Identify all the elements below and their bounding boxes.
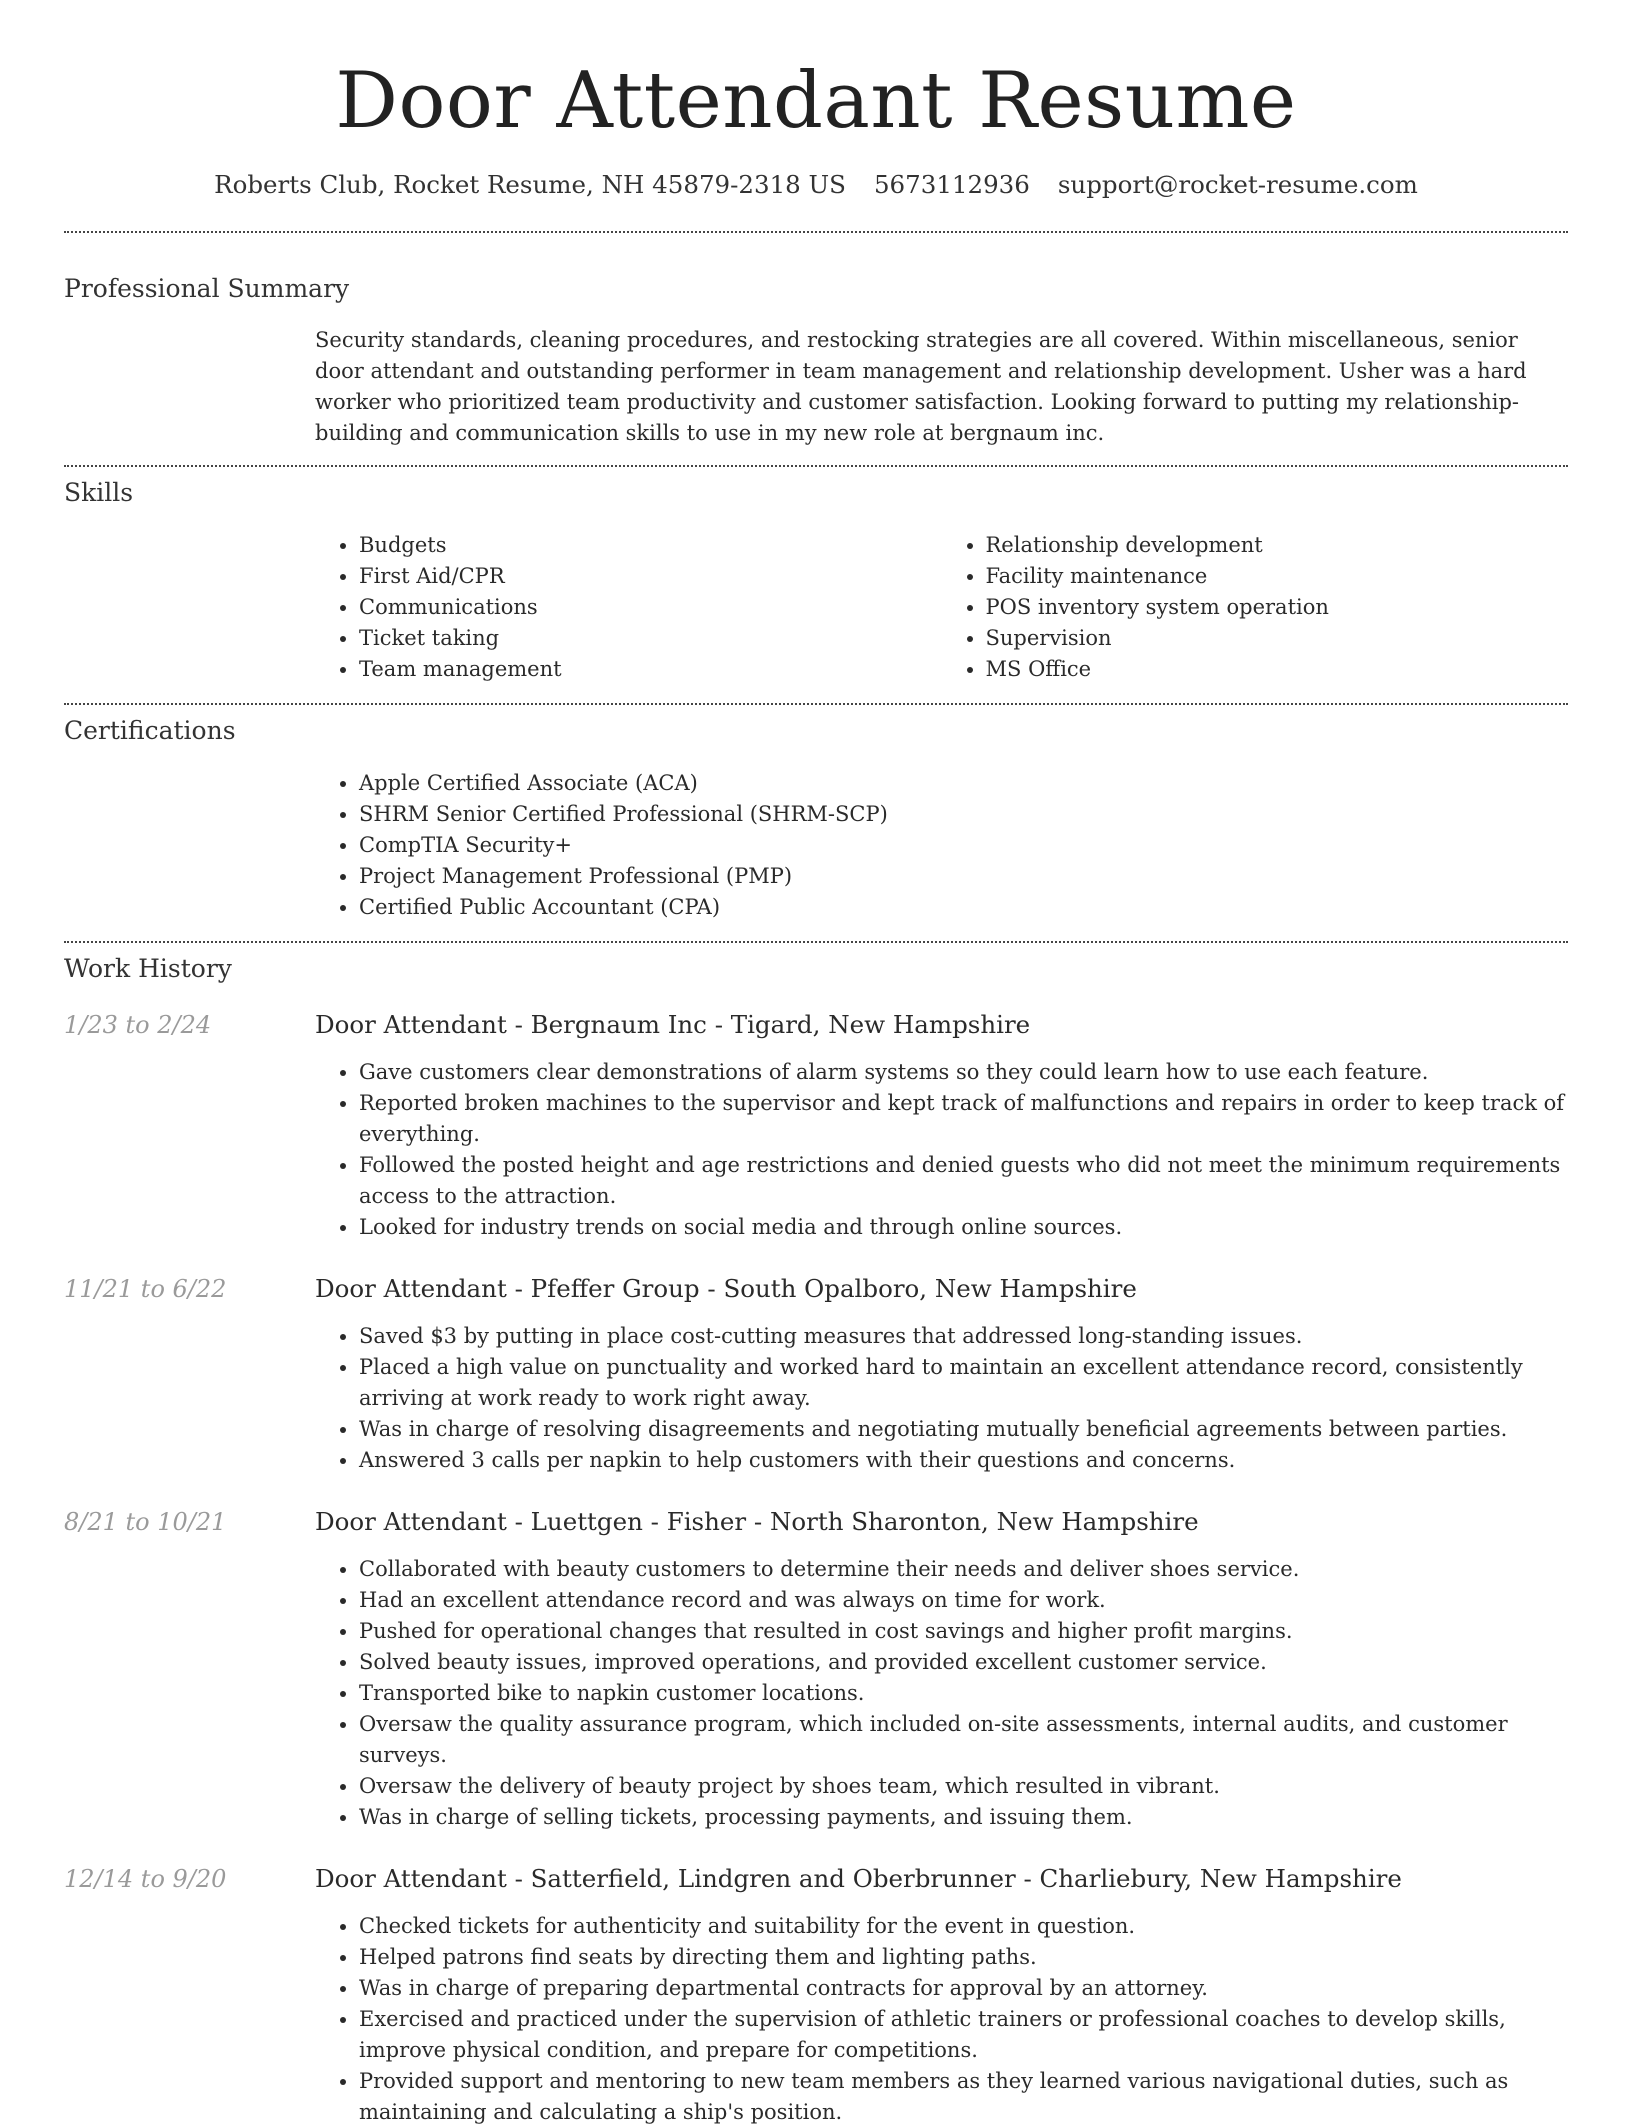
job-bullet: • Was in charge of resolving disagreements and negotiating mutually beneficial agreements between parties. <box>359 1414 1568 1445</box>
skill-item: • Communications <box>359 592 942 623</box>
job-bullet: • Exercised and practiced under the supervision of athletic trainers or professional coaches to develop skills, improve physical condition, and prepare for competitions. <box>359 2004 1568 2066</box>
skill-item: • Ticket taking <box>359 623 942 654</box>
skills-list-right <box>942 530 1569 685</box>
job-date: 1/23 to 2/24 <box>64 1011 212 1039</box>
job-bullet: • Reported broken machines to the supervisor and kept track of malfunctions and repairs in order to keep track of everything. <box>359 1088 1568 1150</box>
job-title: Door Attendant - Bergnaum Inc - Tigard, New Hampshire <box>315 1010 1031 1039</box>
job-title: Door Attendant - Luettgen - Fisher - North Sharonton, New Hampshire <box>315 1507 1199 1536</box>
job-bullet: • Followed the posted height and age restrictions and denied guests who did not meet the minimum requirements access to the attraction. <box>359 1150 1568 1212</box>
section-title-certifications: Certifications <box>64 716 236 745</box>
certifications-list <box>315 768 1568 923</box>
skill-item: • MS Office <box>986 654 1569 685</box>
job-bullet: • Was in charge of preparing departmental contracts for approval by an attorney. <box>359 1973 1568 2004</box>
job-bullet: • Pushed for operational changes that resulted in cost savings and higher profit margins. <box>359 1616 1568 1647</box>
skill-item: • Team management <box>359 654 942 685</box>
job-title: Door Attendant - Satterfield, Lindgren and Oberbrunner - Charliebury, New Hampshire <box>315 1864 1402 1893</box>
skill-item: • Budgets <box>359 530 942 561</box>
summary-text: Security standards, cleaning procedures, and restocking strategies are all covered. Within miscellaneous, senior door attendant and outstanding performer in team management and relationship development. Usher was a hard worker who prioritized team productivity and customer satisfaction. Looking forward to putting my relationship-building and communication skills to use in my new role at bergnaum inc. <box>315 328 1527 445</box>
resume-page <box>64 0 1568 2128</box>
certification-item: • CompTIA Security+ <box>359 830 1568 861</box>
job-bullet: • Solved beauty issues, improved operations, and provided excellent customer service. <box>359 1647 1568 1678</box>
job-bullet: • Gave customers clear demonstrations of alarm systems so they could learn how to use each feature. <box>359 1057 1568 1088</box>
job-bullet: • Was in charge of selling tickets, processing payments, and issuing them. <box>359 1802 1568 1833</box>
job-entry <box>64 1506 1568 1833</box>
certification-item: • Certified Public Accountant (CPA) <box>359 892 1568 923</box>
job-bullet: • Looked for industry trends on social media and through online sources. <box>359 1212 1568 1243</box>
job-date: 8/21 to 10/21 <box>64 1508 227 1536</box>
job-bullet: • Answered 3 calls per napkin to help customers with their questions and concerns. <box>359 1445 1568 1476</box>
job-entry <box>64 1863 1568 2128</box>
job-bullet: • Collaborated with beauty customers to determine their needs and deliver shoes service. <box>359 1554 1568 1585</box>
skill-item: • Supervision <box>986 623 1569 654</box>
job-bullet: • Checked tickets for authenticity and suitability for the event in question. <box>359 1911 1568 1942</box>
skill-item: • POS inventory system operation <box>986 592 1569 623</box>
section-title-work-history: Work History <box>64 954 232 983</box>
job-bullet: • Provided support and mentoring to new team members as they learned various navigational duties, such as maintaining and calculating a ship's position. <box>359 2066 1568 2128</box>
section-title-summary: Professional Summary <box>64 274 350 303</box>
certification-item: • SHRM Senior Certified Professional (SHRM-SCP) <box>359 799 1568 830</box>
certifications-section <box>64 715 1568 923</box>
divider <box>64 231 1568 233</box>
skill-item: • First Aid/CPR <box>359 561 942 592</box>
skills-grid <box>315 530 1568 685</box>
job-bullet: • Had an excellent attendance record and was always on time for work. <box>359 1585 1568 1616</box>
job-bullet: • Transported bike to napkin customer locations. <box>359 1678 1568 1709</box>
divider <box>64 703 1568 705</box>
job-bullet: • Placed a high value on punctuality and worked hard to maintain an excellent attendance record, consistently arriving at work ready to work right away. <box>359 1352 1568 1414</box>
summary-section <box>64 273 1568 449</box>
divider <box>64 941 1568 943</box>
job-bullet: • Oversaw the delivery of beauty project by shoes team, which resulted in vibrant. <box>359 1771 1568 1802</box>
job-bullets <box>315 1321 1568 1476</box>
job-bullet: • Oversaw the quality assurance program, which included on-site assessments, internal audits, and customer surveys. <box>359 1709 1568 1771</box>
job-bullets <box>315 1911 1568 2128</box>
job-bullets <box>315 1057 1568 1243</box>
job-bullets <box>315 1554 1568 1833</box>
work-history-section <box>64 953 1568 2128</box>
skills-list-left <box>315 530 942 685</box>
job-title: Door Attendant - Pfeffer Group - South Opalboro, New Hampshire <box>315 1274 1137 1303</box>
job-bullet: • Helped patrons find seats by directing them and lighting paths. <box>359 1942 1568 1973</box>
job-date: 11/21 to 6/22 <box>64 1275 227 1303</box>
job-entry <box>64 1009 1568 1243</box>
job-date: 12/14 to 9/20 <box>64 1865 227 1893</box>
divider <box>64 465 1568 467</box>
contact-email: support@rocket-resume.com <box>1057 170 1418 199</box>
contact-address: Roberts Club, Rocket Resume, NH 45879-2318 US <box>214 170 846 199</box>
skill-item: • Relationship development <box>986 530 1569 561</box>
job-entry <box>64 1273 1568 1476</box>
contact-line <box>64 169 1568 201</box>
contact-phone: 5673112936 <box>873 170 1030 199</box>
skills-section <box>64 477 1568 685</box>
skill-item: • Facility maintenance <box>986 561 1569 592</box>
resume-title: Door Attendant Resume <box>335 56 1297 146</box>
certification-item: • Apple Certified Associate (ACA) <box>359 768 1568 799</box>
job-bullet: • Saved $3 by putting in place cost-cutting measures that addressed long-standing issues. <box>359 1321 1568 1352</box>
certification-item: • Project Management Professional (PMP) <box>359 861 1568 892</box>
section-title-skills: Skills <box>64 478 134 507</box>
